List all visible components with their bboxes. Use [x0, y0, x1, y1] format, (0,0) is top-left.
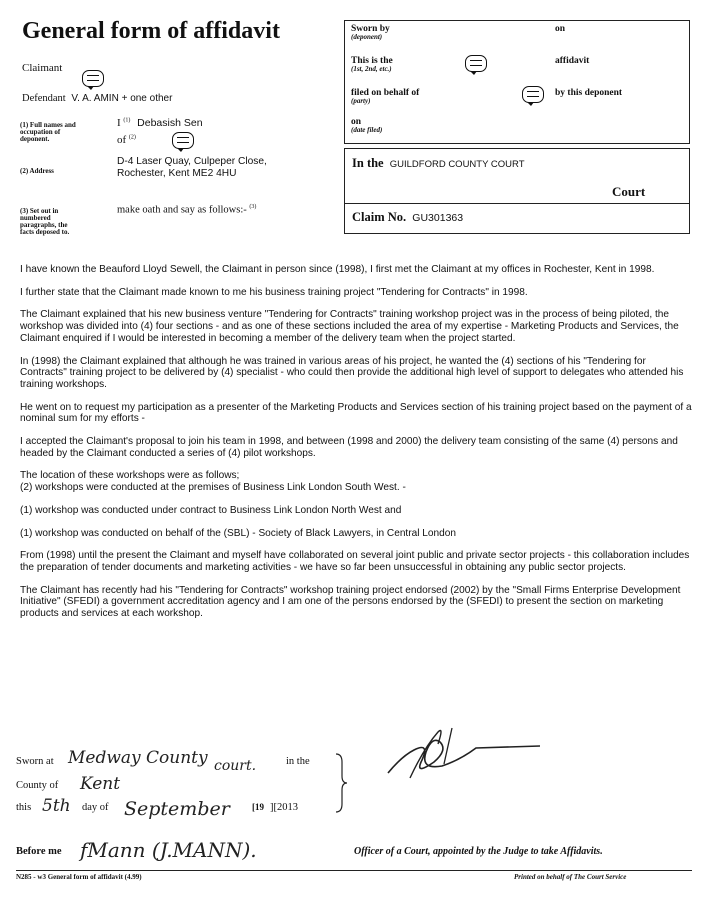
- claim-label: Claim No.: [352, 210, 407, 224]
- comment-icon[interactable]: [172, 132, 194, 149]
- affidavit-label: affidavit: [555, 56, 590, 66]
- sworn-details-box: [344, 20, 690, 144]
- this-is-the-cell: [351, 56, 393, 73]
- note-address: (2) Address: [20, 167, 54, 175]
- claimant-label-text: Claimant: [22, 62, 63, 74]
- claim-number: GU301363: [412, 212, 464, 224]
- claimant-label: [22, 62, 62, 74]
- filed-on-behalf-cell: [351, 88, 419, 105]
- of-label: of: [117, 134, 127, 146]
- paragraph: (1) workshop was conducted under contract to Business Link London North West and: [20, 504, 402, 516]
- brace-icon: [334, 752, 348, 814]
- county-row: [16, 776, 336, 796]
- comment-icon[interactable]: [465, 55, 487, 72]
- paragraph: (1) workshop was conducted on behalf of the (SBL) - Society of Black Lawyers, in Central London: [20, 527, 456, 539]
- address-line-1: D-4 Laser Quay, Culpeper Close,: [117, 156, 267, 167]
- this-is-the-label: This is the: [351, 56, 393, 66]
- year-value: ][2013: [270, 802, 298, 813]
- court-divider: [345, 203, 689, 204]
- this-is-the-note: (1st, 2nd, etc.): [351, 65, 392, 73]
- paragraph: He went on to request my participation as a presenter of the Marketing Products and Services section of his training project based on the payment of a nominal sum for my efforts -: [20, 401, 692, 425]
- of-row: [117, 134, 136, 146]
- this-label: this: [16, 802, 32, 813]
- form-title: General form of affidavit: [22, 18, 280, 44]
- sworn-place: Medway County: [68, 748, 208, 768]
- sworn-on-label: on: [555, 24, 566, 34]
- court-name: GUILDFORD COUNTY COURT: [389, 159, 525, 170]
- paragraph: I further state that the Claimant made known to me his business training project "Tendering for Contracts" in 1998.: [20, 286, 528, 298]
- date-filed-note: (date filed): [351, 126, 383, 134]
- address-block: [117, 156, 267, 180]
- defendant-label: Defendant: [22, 93, 66, 104]
- sworn-at-label: Sworn at: [16, 756, 54, 767]
- in-the-label: In the: [352, 156, 384, 170]
- county-value: Kent: [80, 774, 121, 794]
- month-value: September: [124, 798, 230, 820]
- i-marker: (1): [123, 117, 131, 124]
- paragraph: The location of these workshops were as follows; (2) workshops were conducted at the premises of Business Link London South West. -: [20, 470, 406, 494]
- court-name-row: [352, 156, 525, 171]
- sworn-at-row: [16, 748, 336, 776]
- deponent-name-row: [117, 117, 203, 129]
- i-label: I: [117, 117, 121, 129]
- date-filed-on: on: [351, 117, 362, 127]
- oath-line: [117, 204, 256, 216]
- filed-note: (party): [351, 97, 371, 105]
- affidavit-body: [20, 264, 692, 631]
- date-row: [16, 796, 336, 820]
- oath-text: make oath and say as follows:-: [117, 204, 247, 216]
- year-prefix: [19: [252, 802, 264, 812]
- note-full-names: (1) Full names and occupation of deponent.: [20, 121, 76, 143]
- note-set-out: (3) Set out in numbered paragraphs, the facts deposed to.: [20, 207, 70, 236]
- comment-icon[interactable]: [522, 86, 544, 103]
- before-me-label: Before me: [16, 846, 62, 857]
- defendant-row: [22, 93, 172, 104]
- day-of-label: day of: [82, 802, 109, 813]
- sworn-by-cell: [351, 24, 390, 41]
- oath-marker: (3): [249, 204, 257, 210]
- sworn-court: court.: [214, 758, 257, 774]
- claim-number-row: [352, 210, 463, 225]
- officer-signature: fMann (J.MANN).: [80, 838, 257, 862]
- address-line-2: Rochester, Kent ME2 4HU: [117, 168, 237, 179]
- printed-note: Printed on behalf of The Court Service: [514, 873, 627, 881]
- defendant-value: V. A. AMIN + one other: [71, 93, 173, 104]
- in-the-label: in the: [286, 756, 310, 767]
- comment-icon[interactable]: [82, 70, 104, 87]
- sworn-at-block: [16, 748, 336, 820]
- by-deponent-label: by this deponent: [555, 88, 623, 98]
- sworn-by-note: (deponent): [351, 33, 383, 41]
- paragraph: The Claimant has recently had his "Tendering for Contracts" workshop training project endorsed (2002) by the "Small Firms Enterprise Development Initiative" (SFEDI) a government accreditation agency and I am one of the persons endorsed by the (SFEDI) to present the section on marketing products and services at each workshop.: [20, 584, 681, 620]
- footer-rule: [16, 870, 692, 871]
- deponent-name: Debasish Sen: [137, 117, 203, 129]
- day-value: 5th: [42, 796, 71, 816]
- of-marker: (2): [128, 134, 136, 141]
- filed-on-behalf-label: filed on behalf of: [351, 88, 420, 98]
- county-of-label: County of: [16, 780, 59, 791]
- paragraph: I accepted the Claimant's proposal to join his team in 1998, and between (1998 and 2000) the delivery team consisting of the same (4) persons and headed by the Claimant conducted a series of (4) pilot workshops.: [20, 436, 678, 459]
- court-word: Court: [612, 184, 646, 199]
- paragraph: In (1998) the Claimant explained that although he was trained in various areas of his project, he wanted the (4) sections of his "Tendering for Contracts" training project to be delivered by (4) specialist - who could then provide the additional high level of support to delegates who attended his training workshops.: [20, 355, 684, 390]
- paragraph: From (1998) until the present the Claimant and myself have collaborated on several joint public and private sector projects - this collaboration includes the preparation of tender documents and marketing activities - we have so far been unsuccessful in obtaining any public sector projects.: [20, 550, 690, 573]
- paragraph: I have known the Beauford Lloyd Sewell, the Claimant in person since (1998), I first met the Claimant at my offices in Rochester, Kent in 1998.: [20, 264, 655, 275]
- before-me-row: [16, 840, 696, 870]
- signature-image: [380, 718, 560, 788]
- form-code: N285 - w3 General form of affidavit (4.99): [16, 873, 142, 881]
- sworn-by-label: Sworn by: [351, 24, 390, 34]
- officer-caption: Officer of a Court, appointed by the Judge to take Affidavits.: [354, 846, 603, 857]
- date-filed-cell: [351, 117, 382, 134]
- paragraph: The Claimant explained that his new business venture "Tendering for Contracts" training workshop project was in the process of being piloted, the workshop was divided into (4) four sections - and as one of these sections included the area of my expertise - Marketing Products and Services, the Claimant enquired if I would be interested in becoming a member of the delivery team when the project started.: [20, 309, 679, 344]
